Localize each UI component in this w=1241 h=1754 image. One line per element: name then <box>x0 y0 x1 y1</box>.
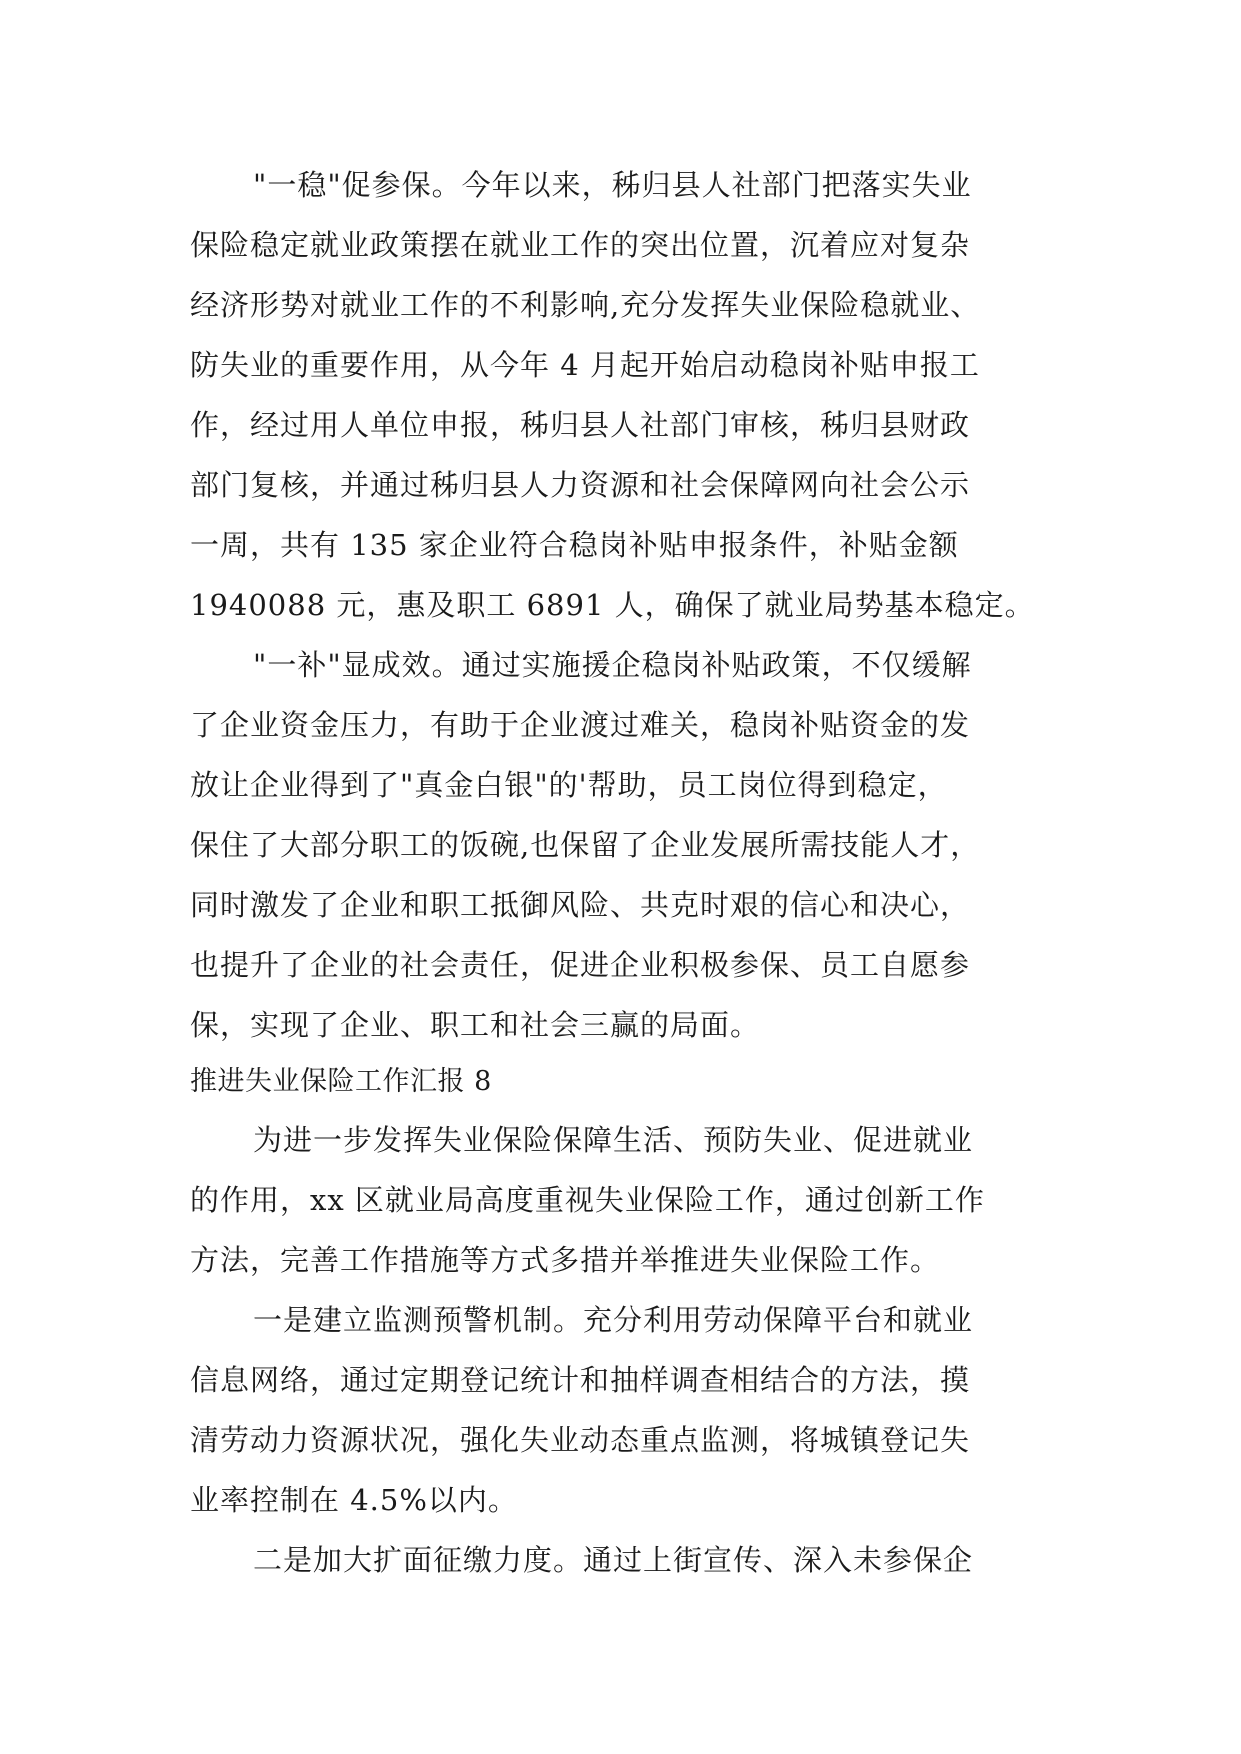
text-line: 保，实现了企业、职工和社会三赢的局面。 <box>190 1008 761 1042</box>
text-line: 也提升了企业的社会责任，促进企业积极参保、员工自愿参 <box>190 948 971 982</box>
text-line: 方法，完善工作措施等方式多措并举推进失业保险工作。 <box>190 1243 941 1277</box>
text-line: 一周，共有 135 家企业符合稳岗补贴申报条件，补贴金额 <box>190 528 959 562</box>
text-line: 为进一步发挥失业保险保障生活、预防失业、促进就业 <box>253 1123 974 1157</box>
text-line: 的作用，xx 区就业局高度重视失业保险工作，通过创新工作 <box>190 1183 985 1217</box>
text-line: 经济形势对就业工作的不利影响,充分发挥失业保险稳就业、 <box>190 288 981 322</box>
text-line: 作，经过用人单位申报，秭归县人社部门审核，秭归县财政 <box>190 408 971 442</box>
text-line: 信息网络，通过定期登记统计和抽样调查相结合的方法，摸 <box>190 1363 971 1397</box>
text-line: 防失业的重要作用，从今年 4 月起开始启动稳岗补贴申报工 <box>190 348 980 382</box>
section-heading: 推进失业保险工作汇报 8 <box>190 1066 492 1097</box>
text-line: "一稳"促参保。今年以来，秭归县人社部门把落实失业 <box>253 168 972 202</box>
text-line: "一补"显成效。通过实施援企稳岗补贴政策，不仅缓解 <box>253 648 972 682</box>
text-line: 二是加大扩面征缴力度。通过上街宣传、深入未参保企 <box>253 1543 974 1577</box>
text-line: 保住了大部分职工的饭碗,也保留了企业发展所需技能人才， <box>190 828 981 862</box>
text-line: 同时激发了企业和职工抵御风险、共克时艰的信心和决心， <box>190 888 971 922</box>
text-line: 了企业资金压力，有助于企业渡过难关，稳岗补贴资金的发 <box>190 708 971 742</box>
text-line: 1940088 元，惠及职工 6891 人，确保了就业局势基本稳定。 <box>190 588 1035 622</box>
text-line: 一是建立监测预警机制。充分利用劳动保障平台和就业 <box>253 1303 974 1337</box>
text-line: 保险稳定就业政策摆在就业工作的突出位置，沉着应对复杂 <box>190 228 971 262</box>
text-line: 业率控制在 4.5%以内。 <box>190 1483 518 1517</box>
text-line: 清劳动力资源状况，强化失业动态重点监测，将城镇登记失 <box>190 1423 971 1457</box>
text-line: 放让企业得到了"真金白银"的'帮助，员工岗位得到稳定， <box>190 768 948 802</box>
text-line: 部门复核，并通过秭归县人力资源和社会保障网向社会公示 <box>190 468 971 502</box>
